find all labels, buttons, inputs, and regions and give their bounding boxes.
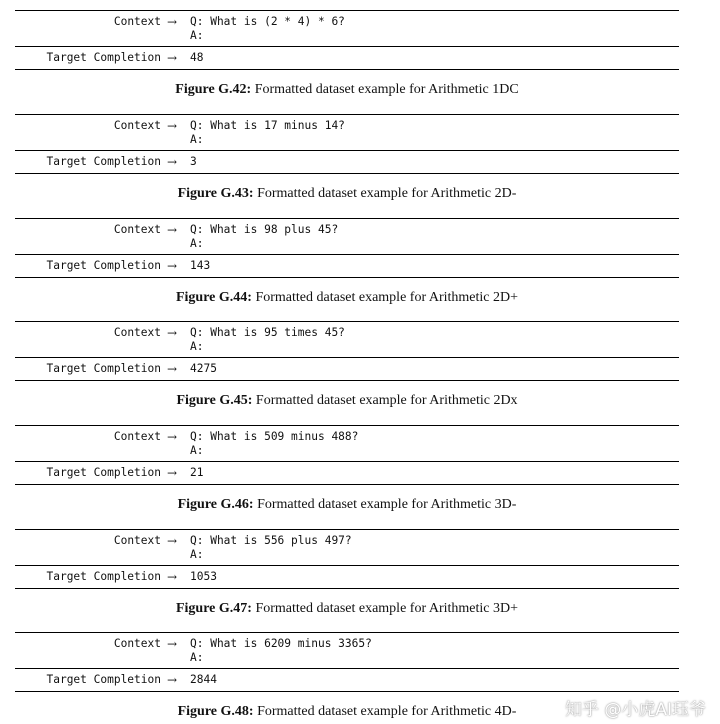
target-label: Target Completion <box>46 362 161 375</box>
figure-g45 <box>15 321 679 409</box>
figure-g44 <box>15 218 679 306</box>
target-row <box>15 151 679 173</box>
question-text: Q: What is 95 times 45? <box>190 326 345 339</box>
arrow-icon: → <box>167 570 178 584</box>
arrow-icon: → <box>167 430 178 444</box>
answer-prompt: A: <box>190 548 204 561</box>
caption-text: Formatted dataset example for Arithmetic 3D- <box>257 497 517 512</box>
context-row <box>15 633 679 669</box>
target-value: 21 <box>190 466 204 479</box>
example-table <box>15 114 679 174</box>
context-row <box>15 115 679 151</box>
figure-number: Figure G.48: <box>177 704 254 719</box>
target-row <box>15 47 679 69</box>
figure-number: Figure G.46: <box>177 497 254 512</box>
answer-prompt: A: <box>190 237 204 250</box>
target-label: Target Completion <box>46 570 161 583</box>
arrow-icon: → <box>167 119 178 133</box>
question-text: Q: What is 98 plus 45? <box>190 223 339 236</box>
target-value: 3 <box>190 155 197 168</box>
target-row <box>15 462 679 484</box>
target-value: 143 <box>190 259 211 272</box>
arrow-icon: → <box>167 15 178 29</box>
target-row <box>15 358 679 380</box>
figure-caption <box>15 82 679 98</box>
arrow-icon: → <box>167 51 178 65</box>
answer-prompt: A: <box>190 651 204 664</box>
target-row <box>15 255 679 277</box>
arrow-icon: → <box>167 673 178 687</box>
example-table <box>15 218 679 278</box>
target-value: 2844 <box>190 673 217 686</box>
answer-prompt: A: <box>190 133 204 146</box>
figure-caption <box>15 497 679 513</box>
question-text: Q: What is 17 minus 14? <box>190 119 345 132</box>
figure-number: Figure G.45: <box>176 393 253 408</box>
context-label: Context <box>113 534 161 547</box>
caption-text: Formatted dataset example for Arithmetic 1DC <box>254 82 519 97</box>
context-label: Context <box>113 223 161 236</box>
figure-caption <box>15 290 679 306</box>
figure-g42 <box>15 10 679 98</box>
arrow-icon: → <box>167 155 178 169</box>
figure-number: Figure G.44: <box>175 290 252 305</box>
target-label: Target Completion <box>46 155 161 168</box>
figure-g47 <box>15 529 679 617</box>
caption-text: Formatted dataset example for Arithmetic 2Dx <box>255 393 518 408</box>
figure-g46 <box>15 425 679 513</box>
context-row <box>15 322 679 358</box>
context-label: Context <box>113 119 161 132</box>
example-table <box>15 529 679 589</box>
context-label: Context <box>113 637 161 650</box>
arrow-icon: → <box>167 326 178 340</box>
arrow-icon: → <box>167 362 178 376</box>
target-label: Target Completion <box>46 259 161 272</box>
context-label: Context <box>113 430 161 443</box>
caption-text: Formatted dataset example for Arithmetic 2D- <box>257 186 517 201</box>
arrow-icon: → <box>167 223 178 237</box>
arrow-icon: → <box>167 534 178 548</box>
example-table <box>15 321 679 381</box>
target-label: Target Completion <box>46 673 161 686</box>
target-value: 4275 <box>190 362 217 375</box>
target-value: 1053 <box>190 570 217 583</box>
example-table <box>15 425 679 485</box>
question-text: Q: What is 509 minus 488? <box>190 430 359 443</box>
figure-caption <box>15 393 679 409</box>
caption-text: Formatted dataset example for Arithmetic 4D- <box>257 704 517 719</box>
context-row <box>15 219 679 255</box>
caption-text: Formatted dataset example for Arithmetic 3D+ <box>255 601 518 616</box>
figure-caption <box>15 601 679 617</box>
target-label: Target Completion <box>46 466 161 479</box>
context-row <box>15 530 679 566</box>
context-label: Context <box>113 15 161 28</box>
example-table <box>15 10 679 70</box>
context-label: Context <box>113 326 161 339</box>
figure-g43 <box>15 114 679 202</box>
target-row <box>15 566 679 588</box>
arrow-icon: → <box>167 466 178 480</box>
question-text: Q: What is 556 plus 497? <box>190 534 352 547</box>
target-label: Target Completion <box>46 51 161 64</box>
answer-prompt: A: <box>190 340 204 353</box>
caption-text: Formatted dataset example for Arithmetic 2D+ <box>255 290 518 305</box>
figure-number: Figure G.42: <box>175 82 252 97</box>
arrow-icon: → <box>167 637 178 651</box>
target-row <box>15 669 679 691</box>
figure-number: Figure G.47: <box>175 601 252 616</box>
answer-prompt: A: <box>190 29 204 42</box>
target-value: 48 <box>190 51 204 64</box>
answer-prompt: A: <box>190 444 204 457</box>
watermark: 知乎 @小虎AI珏爷 <box>564 700 706 720</box>
context-row <box>15 11 679 47</box>
figure-caption <box>15 186 679 202</box>
arrow-icon: → <box>167 259 178 273</box>
context-row <box>15 426 679 462</box>
question-text: Q: What is 6209 minus 3365? <box>190 637 372 650</box>
question-text: Q: What is (2 * 4) * 6? <box>190 15 345 28</box>
figure-number: Figure G.43: <box>177 186 254 201</box>
example-table <box>15 632 679 692</box>
